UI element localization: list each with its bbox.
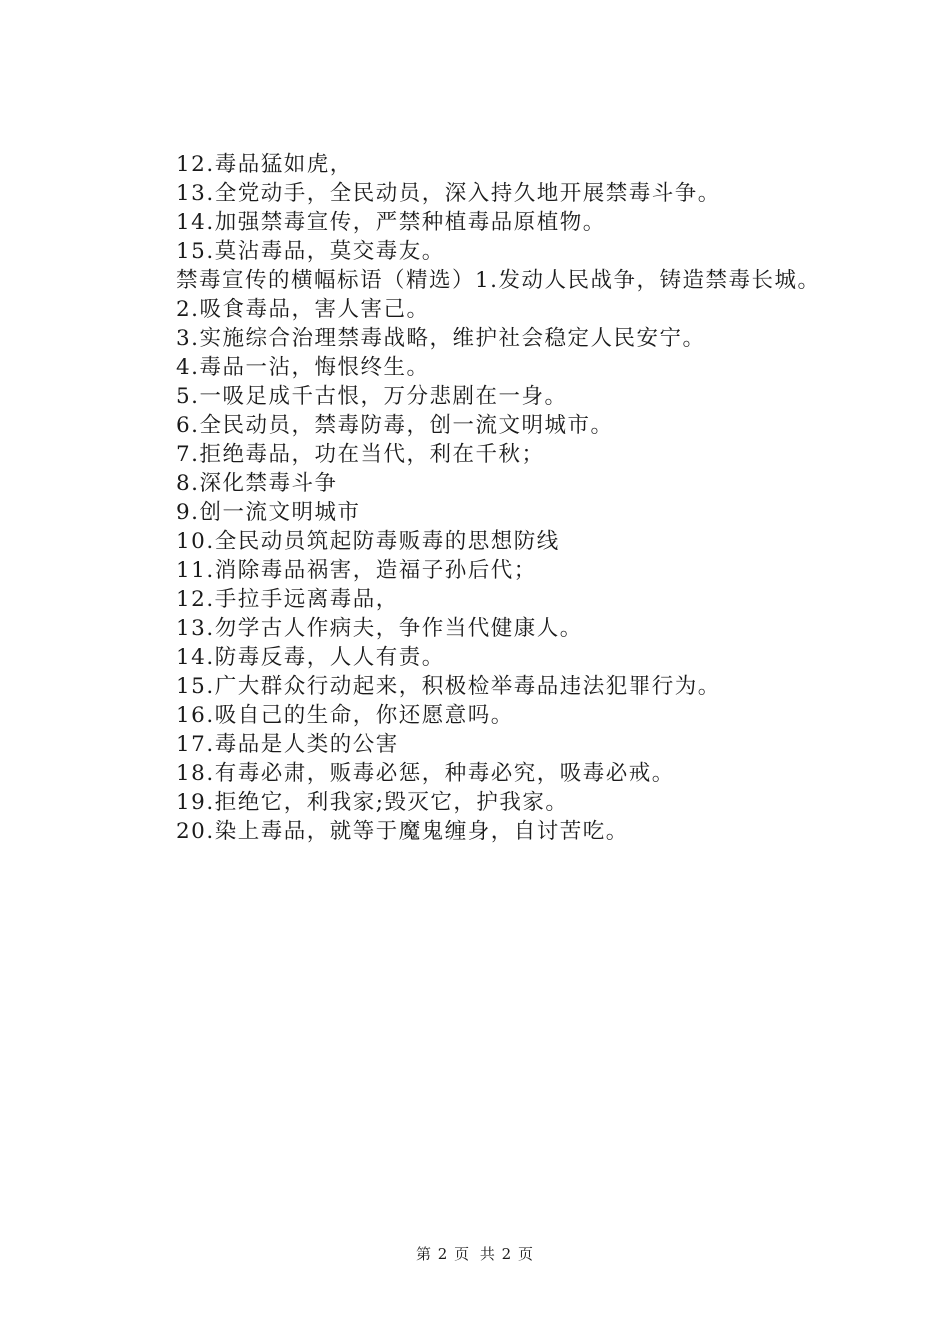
document-body	[130, 150, 840, 846]
list-item: 16.吸自己的生命，你还愿意吗。	[176, 703, 514, 728]
list-item: 12.毒品猛如虎，	[176, 152, 353, 177]
lines-after	[130, 295, 840, 846]
list-item: 8.深化禁毒斗争	[176, 471, 338, 496]
section-paragraph: 禁毒宣传的横幅标语（精选）1.发动人民战争，铸造禁毒长城。	[176, 268, 821, 293]
lines-before	[130, 150, 840, 266]
list-item: 5.一吸足成千古恨，万分悲剧在一身。	[176, 384, 568, 409]
list-item: 19.拒绝它，利我家;毁灭它，护我家。	[176, 790, 569, 815]
list-item: 15.莫沾毒品，莫交毒友。	[176, 239, 445, 264]
list-item: 7.拒绝毒品，功在当代，利在千秋；	[176, 442, 545, 467]
list-item: 6.全民动员，禁毒防毒，创一流文明城市。	[176, 413, 614, 438]
list-item: 10.全民动员筑起防毒贩毒的思想防线	[176, 529, 560, 554]
list-item: 14.防毒反毒，人人有责。	[176, 645, 445, 670]
list-item: 3.实施综合治理禁毒战略，维护社会稳定人民安宁。	[176, 326, 706, 351]
list-item: 20.染上毒品，就等于魔鬼缠身，自讨苦吃。	[176, 819, 629, 844]
list-item: 18.有毒必肃，贩毒必惩，种毒必究，吸毒必戒。	[176, 761, 675, 786]
list-item: 11.消除毒品祸害，造福子孙后代；	[176, 558, 537, 583]
list-item: 4.毒品一沾，悔恨终生。	[176, 355, 430, 380]
list-item: 13.勿学古人作病夫，争作当代健康人。	[176, 616, 583, 641]
page-total: 共 2 页	[479, 1245, 534, 1263]
list-item: 9.创一流文明城市	[176, 500, 361, 525]
list-item: 15.广大群众行动起来，积极检举毒品违法犯罪行为。	[176, 674, 721, 699]
list-item: 13.全党动手，全民动员，深入持久地开展禁毒斗争。	[176, 181, 721, 206]
list-item: 17.毒品是人类的公害	[176, 732, 399, 757]
list-item: 12.手拉手远离毒品，	[176, 587, 399, 612]
page-footer	[0, 1243, 950, 1264]
list-item: 2.吸食毒品，害人害己。	[176, 297, 430, 322]
list-item: 14.加强禁毒宣传，严禁种植毒品原植物。	[176, 210, 606, 235]
page-number: 第 2 页	[416, 1245, 471, 1263]
